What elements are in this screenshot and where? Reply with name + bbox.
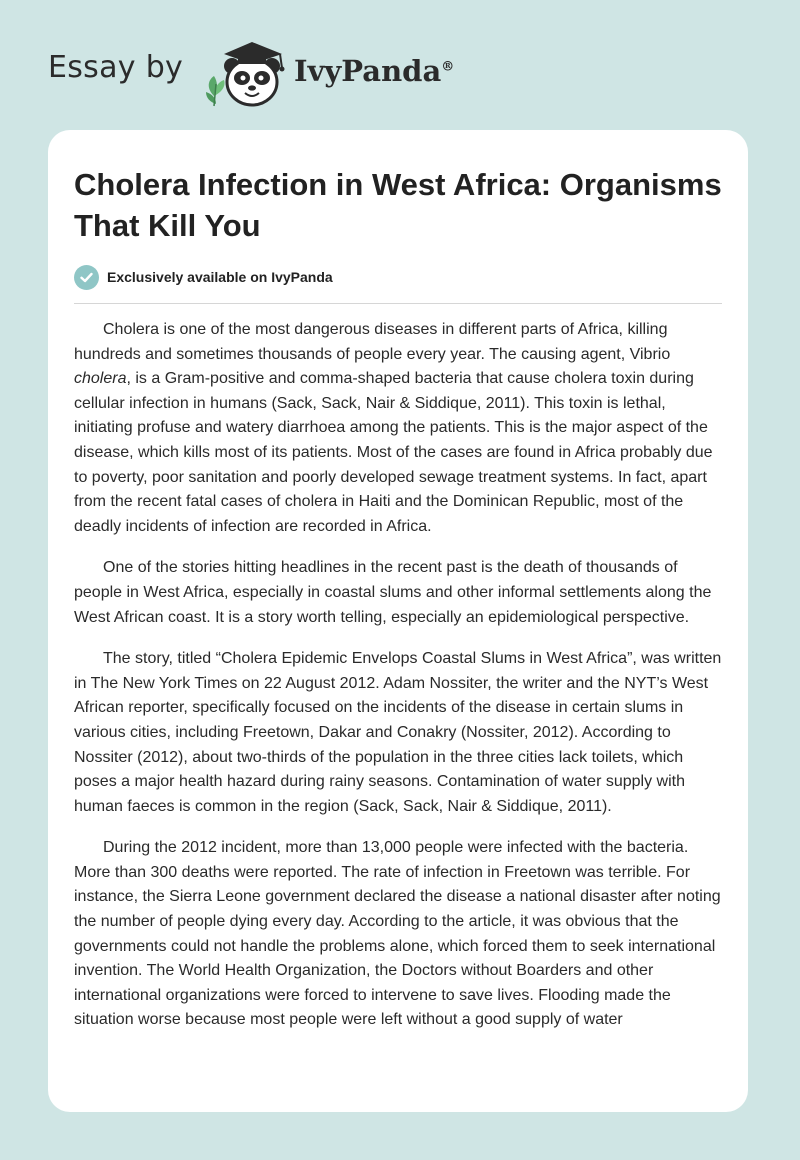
paragraph-4: During the 2012 incident, more than 13,000 people were infected with the bacteria. More than 300 deaths were reported. The rate of infection in Freetown was terrible. For instance, the Sierra Leone government declared the disease a national disaster after noting the number of people dying every day. According to the article, it was obvious that the governments could not handle the problems alone, which forced them to seek international invention. The World Health Organization, the Doctors without Boarders and other international organizations were forced to intervene to save lives. Flooding made the situation worse because most people were left without a good supply of water bbox=[74, 839, 721, 1029]
panda-graduate-icon bbox=[200, 36, 296, 112]
exclusive-badge bbox=[74, 264, 333, 290]
paragraph-1: Cholera is one of the most dangerous diseases in different parts of Africa, killing hundreds and sometimes thousands of people every year. The causing agent, Vibrio cholera, is a Gram-positive and comma-shaped bacteria that cause cholera toxin during cellular infection in humans (Sack, Sack, Nair & Siddique, 2011). This toxin is lethal, initiating profuse and watery diarrhoea among the patients. This is the major aspect of the disease, which kills most of its patients. Most of the cases are found in Africa probably due to poverty, poor sanitation and poorly developed sewage treatment systems. In fact, apart from the recent fatal cases of cholera in Haiti and the Dominican Republic, most of the deadly incidents of infection are recorded in Africa. bbox=[74, 321, 713, 535]
check-icon bbox=[74, 265, 99, 290]
essay-by-label: Essay by bbox=[48, 50, 184, 85]
divider bbox=[74, 303, 722, 304]
paragraph-2: One of the stories hitting headlines in the recent past is the death of thousands of people in West Africa, especially in coastal slums and other informal settlements along the West African coast. It is a story worth telling, especially an epidemiological perspective. bbox=[74, 559, 712, 626]
brand-name[interactable]: IvyPanda® bbox=[294, 54, 455, 88]
exclusive-badge-label: Exclusively available on IvyPanda bbox=[107, 269, 333, 285]
article-card bbox=[48, 130, 748, 1112]
paragraph-3: The story, titled “Cholera Epidemic Envelops Coastal Slums in West Africa”, was written in The New York Times on 22 August 2012. Adam Nossiter, the writer and the NYT’s West African reporter, specifically focused on the incidents of the disease in certain slums in various cities, including Freetown, Dakar and Conakry (Nossiter, 2012). According to Nossiter (2012), about two-thirds of the population in the three cities lack toilets, which poses a major health hazard during rainy seasons. Contamination of water supply with human faeces is common in the region (Sack, Sack, Nair & Siddique, 2011). bbox=[74, 650, 722, 815]
registered-mark: ® bbox=[441, 59, 455, 75]
article-title: Cholera Infection in West Africa: Organisms That Kill You bbox=[74, 167, 722, 243]
site-header bbox=[0, 0, 800, 120]
article-body bbox=[74, 318, 724, 1050]
